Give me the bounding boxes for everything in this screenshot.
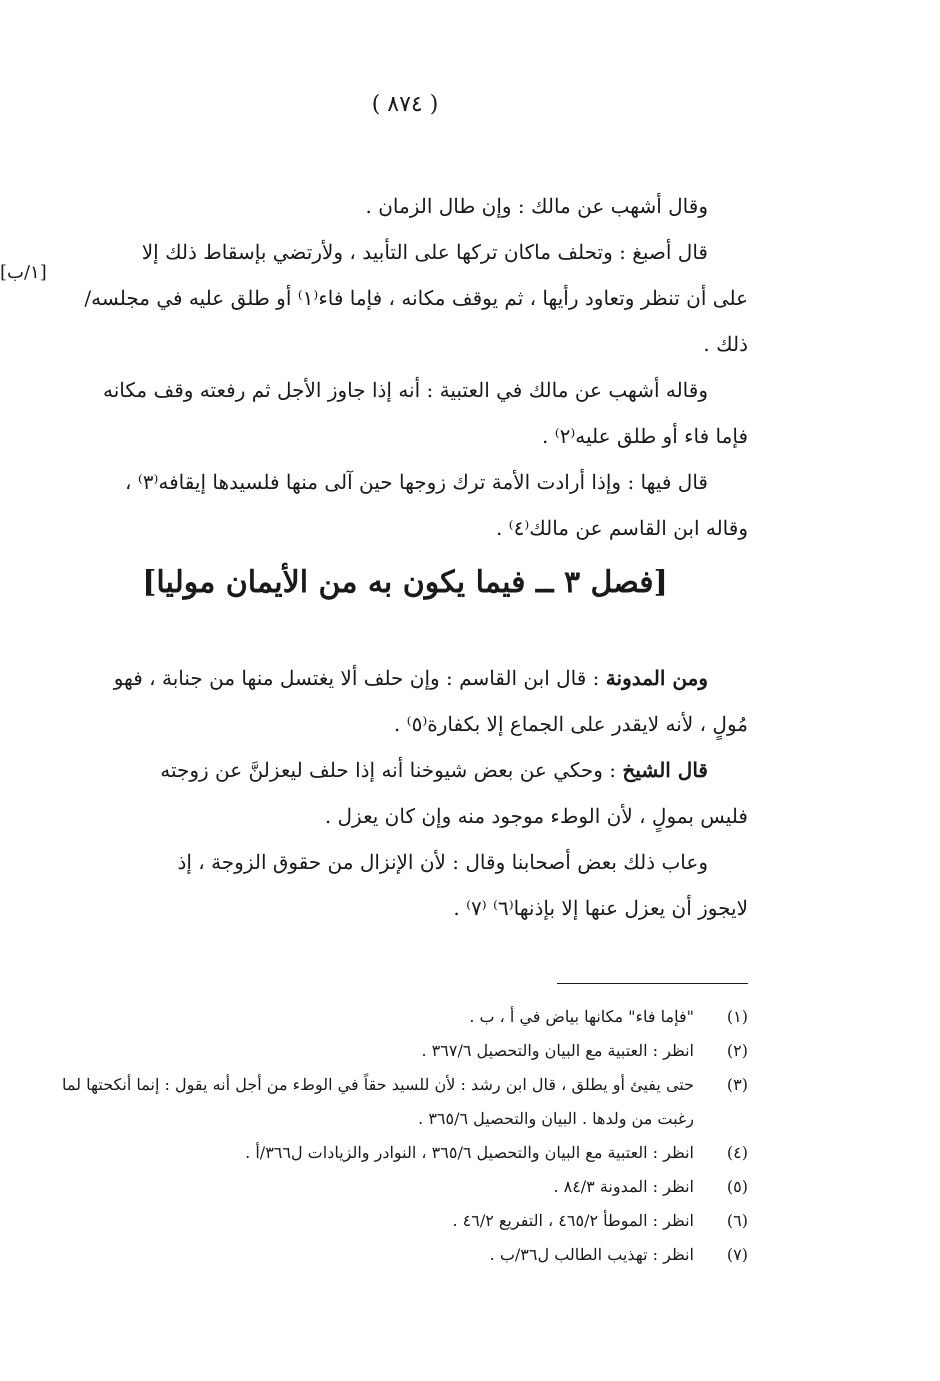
- text-span: : وحكي عن بعض شيوخنا أنه إذا حلف ليعزلنَّ عن زوجته: [160, 758, 623, 782]
- footnote-number: (٣): [726, 1075, 748, 1094]
- footnote-number: (٦): [726, 1211, 748, 1230]
- text-line: قال أصبغ : وتحلف ماكان تركها على التأبيد ، ولأرتضي بإسقاط ذلك إلا: [141, 240, 708, 264]
- footnotes: [62, 1000, 748, 1272]
- paragraph: [62, 747, 748, 839]
- body-text-top: [62, 183, 748, 551]
- footnote-separator: [557, 983, 748, 984]
- footnote: [62, 1204, 748, 1238]
- footnote-number: (٤): [726, 1143, 748, 1162]
- footnote: [62, 1170, 748, 1204]
- paragraph: [62, 367, 748, 459]
- paragraph: [62, 183, 748, 229]
- text-line: [62, 747, 748, 793]
- footnote-number: (٢): [726, 1041, 748, 1060]
- lead-term: قال الشيخ: [622, 758, 708, 782]
- footnote-text: انظر : المدونة ٨٤/٣ .: [553, 1177, 694, 1196]
- body-text-bottom: [62, 655, 748, 931]
- text-line: وقال أشهب عن مالك : وإن طال الزمان .: [365, 194, 708, 218]
- page-number: ( ٨٧٤ ): [371, 92, 439, 117]
- footnote-number: (٧): [726, 1245, 748, 1264]
- lead-term: ومن المدونة: [605, 666, 708, 690]
- paragraph: [62, 229, 748, 367]
- footnote-text: انظر : العتبية مع البيان والتحصيل ٣٦٧/٦ .: [421, 1041, 694, 1060]
- text-line: فليس بمولٍ ، لأن الوطء موجود منه وإن كان يعزل .: [324, 804, 748, 828]
- text-span: : قال ابن القاسم : وإن حلف ألا يغتسل منها من جنابة ، فهو: [113, 666, 606, 690]
- footnote-text: انظر : العتبية مع البيان والتحصيل ٣٦٥/٦ ، النوادر والزيادات ل٣٦٦/أ .: [245, 1143, 694, 1162]
- footnote: [62, 1136, 748, 1170]
- text-line: ذلك .: [703, 332, 748, 356]
- text-line: مُولٍ ، لأنه لايقدر على الجماع إلا بكفارة⁽٥⁾ .: [393, 712, 748, 736]
- section-heading: [فصل ٣ ــ فيما يكون به من الأيمان موليا]: [142, 565, 668, 600]
- footnote-number: (١): [726, 1007, 748, 1026]
- text-line: على أن تنظر وتعاود رأيها ، ثم يوقف مكانه ، فإما فاء⁽١⁾ أو طلق عليه في مجلسه/: [84, 286, 748, 310]
- footnote-number: (٥): [726, 1177, 748, 1196]
- footnote-text: حتى يفيئ أو يطلق ، قال ابن رشد : لأن للسيد حقاً في الوطء من أجل أنه يقول : إنما أنكحتها لما رغبت من ولدها . البيان والتحصيل ٣٦٥/٦ .: [62, 1075, 694, 1128]
- footnote: [62, 1000, 748, 1034]
- footnote-text: "فإما فاء" مكانها بياض في أ ، ب .: [469, 1007, 694, 1026]
- text-line: وقاله أشهب عن مالك في العتبية : أنه إذا جاوز الأجل ثم رفعته وقف مكانه: [103, 378, 708, 402]
- paragraph: [62, 655, 748, 747]
- paragraph: [62, 839, 748, 931]
- margin-folio-note: [١/ب]: [0, 262, 47, 283]
- text-line: [62, 655, 748, 701]
- text-line: فإما فاء أو طلق عليه⁽٢⁾ .: [542, 424, 748, 448]
- text-line: قال فيها : وإذا أرادت الأمة ترك زوجها حين آلى منها فلسيدها إيقافه⁽٣⁾ ،: [125, 470, 708, 494]
- footnote: [62, 1238, 748, 1272]
- text-line: لايجوز أن يعزل عنها إلا بإذنها⁽٦⁾ ⁽٧⁾ .: [453, 896, 748, 920]
- footnote-text: انظر : تهذيب الطالب ل٣٦/ب .: [489, 1245, 694, 1264]
- text-line: وقاله ابن القاسم عن مالك⁽٤⁾ .: [495, 516, 748, 540]
- footnote-text: انظر : الموطأ ٤٦٥/٢ ، التفريع ٤٦/٢ .: [452, 1211, 694, 1230]
- footnote: [62, 1034, 748, 1068]
- paragraph: [62, 459, 748, 551]
- text-line: وعاب ذلك بعض أصحابنا وقال : لأن الإنزال من حقوق الزوجة ، إذ: [177, 850, 708, 874]
- footnote: [62, 1068, 748, 1136]
